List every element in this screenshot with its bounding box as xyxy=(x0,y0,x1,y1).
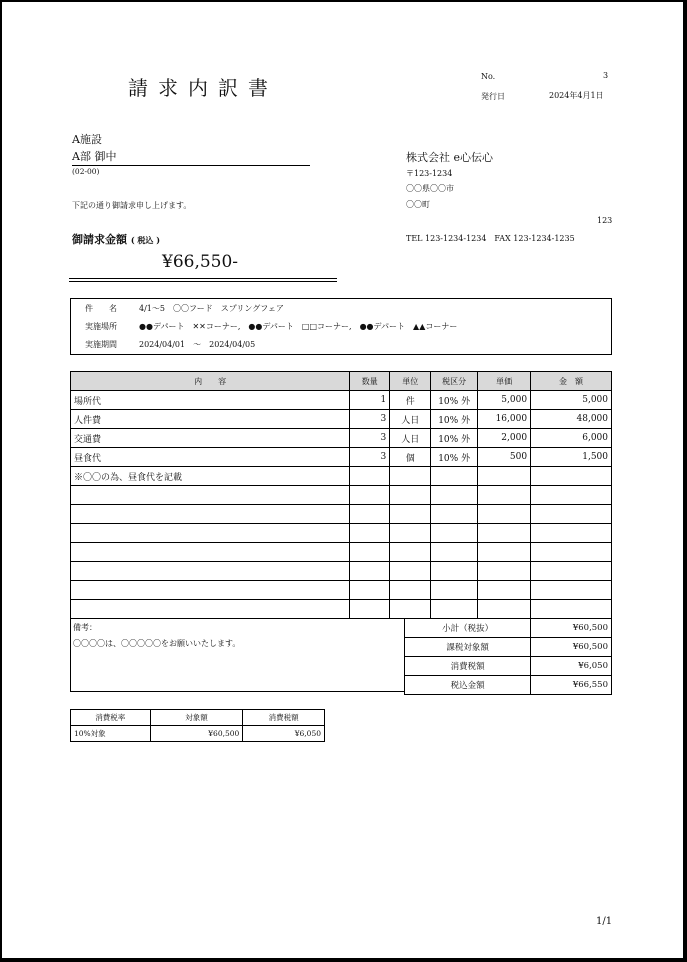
row-description: 昼食代 xyxy=(71,448,350,467)
row-description xyxy=(71,581,350,600)
row-amount xyxy=(531,543,612,562)
table-row xyxy=(71,410,612,429)
remarks-text: 〇〇〇〇は、〇〇〇〇〇をお願いいたします。 xyxy=(73,639,241,648)
facility-name: A施設 xyxy=(72,133,102,146)
row-quantity: 1 xyxy=(350,391,390,410)
row-unit: 件 xyxy=(390,391,431,410)
taxable-label: 課税対象額 xyxy=(405,638,531,657)
header-description: 内 容 xyxy=(71,372,350,391)
issuer-address-2: 〇〇町 xyxy=(406,200,430,209)
table-row xyxy=(71,467,612,486)
amount-double-underline xyxy=(69,278,337,282)
row-tax-class xyxy=(431,600,478,619)
row-tax-class xyxy=(431,543,478,562)
table-row xyxy=(71,543,612,562)
table-row xyxy=(71,505,612,524)
table-row xyxy=(71,524,612,543)
row-amount: 48,000 xyxy=(531,410,612,429)
issuer-address-3: 123 xyxy=(597,216,613,225)
totals-table xyxy=(404,618,612,695)
event-info-box xyxy=(70,298,612,355)
row-description xyxy=(71,486,350,505)
header-amount: 金 額 xyxy=(531,372,612,391)
totals-row-taxable xyxy=(405,638,612,657)
row-unit-price: 5,000 xyxy=(478,391,531,410)
subtotal-label: 小計（税抜） xyxy=(405,619,531,638)
row-amount: 1,500 xyxy=(531,448,612,467)
row-amount xyxy=(531,524,612,543)
row-description: 人件費 xyxy=(71,410,350,429)
row-amount xyxy=(531,562,612,581)
row-quantity xyxy=(350,524,390,543)
row-quantity xyxy=(350,562,390,581)
row-amount xyxy=(531,505,612,524)
row-unit-price xyxy=(478,581,531,600)
row-tax-class xyxy=(431,467,478,486)
row-quantity xyxy=(350,600,390,619)
amount-label xyxy=(72,231,160,247)
row-description xyxy=(71,543,350,562)
row-amount xyxy=(531,600,612,619)
row-unit-price xyxy=(478,486,531,505)
taxable-value: ¥60,500 xyxy=(531,638,612,657)
header-unit-price: 単価 xyxy=(478,372,531,391)
tax-label: 消費税額 xyxy=(405,657,531,676)
header-tax-class: 税区分 xyxy=(431,372,478,391)
row-tax-class xyxy=(431,505,478,524)
page-shadow-bottom xyxy=(0,958,687,962)
row-amount: 5,000 xyxy=(531,391,612,410)
row-description: 場所代 xyxy=(71,391,350,410)
row-unit-price xyxy=(478,505,531,524)
row-quantity xyxy=(350,543,390,562)
items-header-row xyxy=(71,372,612,391)
row-description xyxy=(71,562,350,581)
issue-date: 2024年4月1日 xyxy=(549,91,604,100)
event-name-label: 件 名 xyxy=(85,304,117,313)
row-unit: 人日 xyxy=(390,410,431,429)
row-description xyxy=(71,600,350,619)
row-unit xyxy=(390,543,431,562)
event-place-label: 実施場所 xyxy=(85,322,117,331)
event-period-label: 実施期間 xyxy=(85,340,117,349)
table-row xyxy=(71,726,325,742)
tax-header-row xyxy=(71,710,325,726)
row-amount: 6,000 xyxy=(531,429,612,448)
row-amount xyxy=(531,486,612,505)
row-unit-price xyxy=(478,524,531,543)
row-quantity: 3 xyxy=(350,448,390,467)
client-code: (02-00) xyxy=(72,167,100,176)
row-unit xyxy=(390,600,431,619)
table-row xyxy=(71,448,612,467)
table-row xyxy=(71,429,612,448)
row-quantity: 3 xyxy=(350,429,390,448)
row-tax-class xyxy=(431,562,478,581)
page-shadow-right xyxy=(683,0,687,962)
tax-header-rate: 消費税率 xyxy=(71,710,151,726)
row-unit-price: 2,000 xyxy=(478,429,531,448)
row-amount xyxy=(531,467,612,486)
event-period: 2024/04/01 ～ 2024/04/05 xyxy=(139,340,256,349)
remarks-label: 備考： xyxy=(73,623,97,632)
row-tax-class: 10% 外 xyxy=(431,410,478,429)
row-unit xyxy=(390,467,431,486)
totals-row-subtotal xyxy=(405,619,612,638)
row-tax-class xyxy=(431,486,478,505)
table-row xyxy=(71,486,612,505)
page-number: 1/1 xyxy=(596,916,613,927)
row-description: 交通費 xyxy=(71,429,350,448)
row-unit: 人日 xyxy=(390,429,431,448)
no-label: No. xyxy=(481,72,496,81)
row-quantity xyxy=(350,505,390,524)
row-unit-price xyxy=(478,543,531,562)
row-unit xyxy=(390,562,431,581)
tax-base: ¥60,500 xyxy=(150,726,243,742)
items-table xyxy=(70,371,612,619)
tax-header-amount: 消費税額 xyxy=(243,710,325,726)
row-description xyxy=(71,524,350,543)
row-unit-price xyxy=(478,467,531,486)
header-quantity: 数量 xyxy=(350,372,390,391)
row-unit-price xyxy=(478,600,531,619)
invoice-amount: ¥66,550- xyxy=(162,252,239,272)
total-label: 税込金額 xyxy=(405,676,531,695)
amount-tax-note: ( 税込 ) xyxy=(130,235,160,245)
row-tax-class xyxy=(431,581,478,600)
row-unit: 個 xyxy=(390,448,431,467)
header-unit: 単位 xyxy=(390,372,431,391)
row-quantity xyxy=(350,467,390,486)
totals-row-total xyxy=(405,676,612,695)
row-amount xyxy=(531,581,612,600)
row-unit-price: 16,000 xyxy=(478,410,531,429)
row-quantity: 3 xyxy=(350,410,390,429)
table-row xyxy=(71,391,612,410)
total-value: ¥66,550 xyxy=(531,676,612,695)
row-unit xyxy=(390,505,431,524)
intro-text: 下記の通り御請求申し上げます。 xyxy=(72,201,192,210)
totals-row-tax xyxy=(405,657,612,676)
row-unit xyxy=(390,581,431,600)
event-name: 4/1～5 〇〇フード スプリングフェア xyxy=(139,304,284,313)
row-unit xyxy=(390,486,431,505)
event-place: ●●デパート ✕✕コーナー, ●●デパート □□コーナー, ●●デパート ▲▲コーナー xyxy=(139,322,458,331)
tax-value: ¥6,050 xyxy=(531,657,612,676)
table-row xyxy=(71,581,612,600)
table-row xyxy=(71,600,612,619)
issuer-contact: TEL 123-1234-1234 FAX 123-1234-1235 xyxy=(406,234,575,243)
row-unit-price: 500 xyxy=(478,448,531,467)
row-description: ※〇〇の為、昼食代を記載 xyxy=(71,467,350,486)
no-value: 3 xyxy=(603,71,609,80)
row-tax-class: 10% 外 xyxy=(431,448,478,467)
row-tax-class xyxy=(431,524,478,543)
issue-label: 発行日 xyxy=(481,92,505,101)
tax-rate-table xyxy=(70,709,325,742)
row-unit xyxy=(390,524,431,543)
issuer-company: 株式会社 e心伝心 xyxy=(406,151,494,164)
issuer-address-1: 〇〇県〇〇市 xyxy=(406,184,454,193)
table-row xyxy=(71,562,612,581)
row-tax-class: 10% 外 xyxy=(431,391,478,410)
tax-header-base: 対象額 xyxy=(150,710,243,726)
remarks-box xyxy=(70,618,405,692)
row-tax-class: 10% 外 xyxy=(431,429,478,448)
department-name: A部 御中 xyxy=(72,148,310,166)
tax-rate: 10%対象 xyxy=(71,726,151,742)
issuer-postal: 〒123-1234 xyxy=(406,169,453,178)
row-quantity xyxy=(350,581,390,600)
tax-amount: ¥6,050 xyxy=(243,726,325,742)
row-description xyxy=(71,505,350,524)
row-unit-price xyxy=(478,562,531,581)
document-title: 請求内訳書 xyxy=(128,76,278,100)
subtotal-value: ¥60,500 xyxy=(531,619,612,638)
row-quantity xyxy=(350,486,390,505)
amount-label-text: 御請求金額 xyxy=(72,233,127,246)
